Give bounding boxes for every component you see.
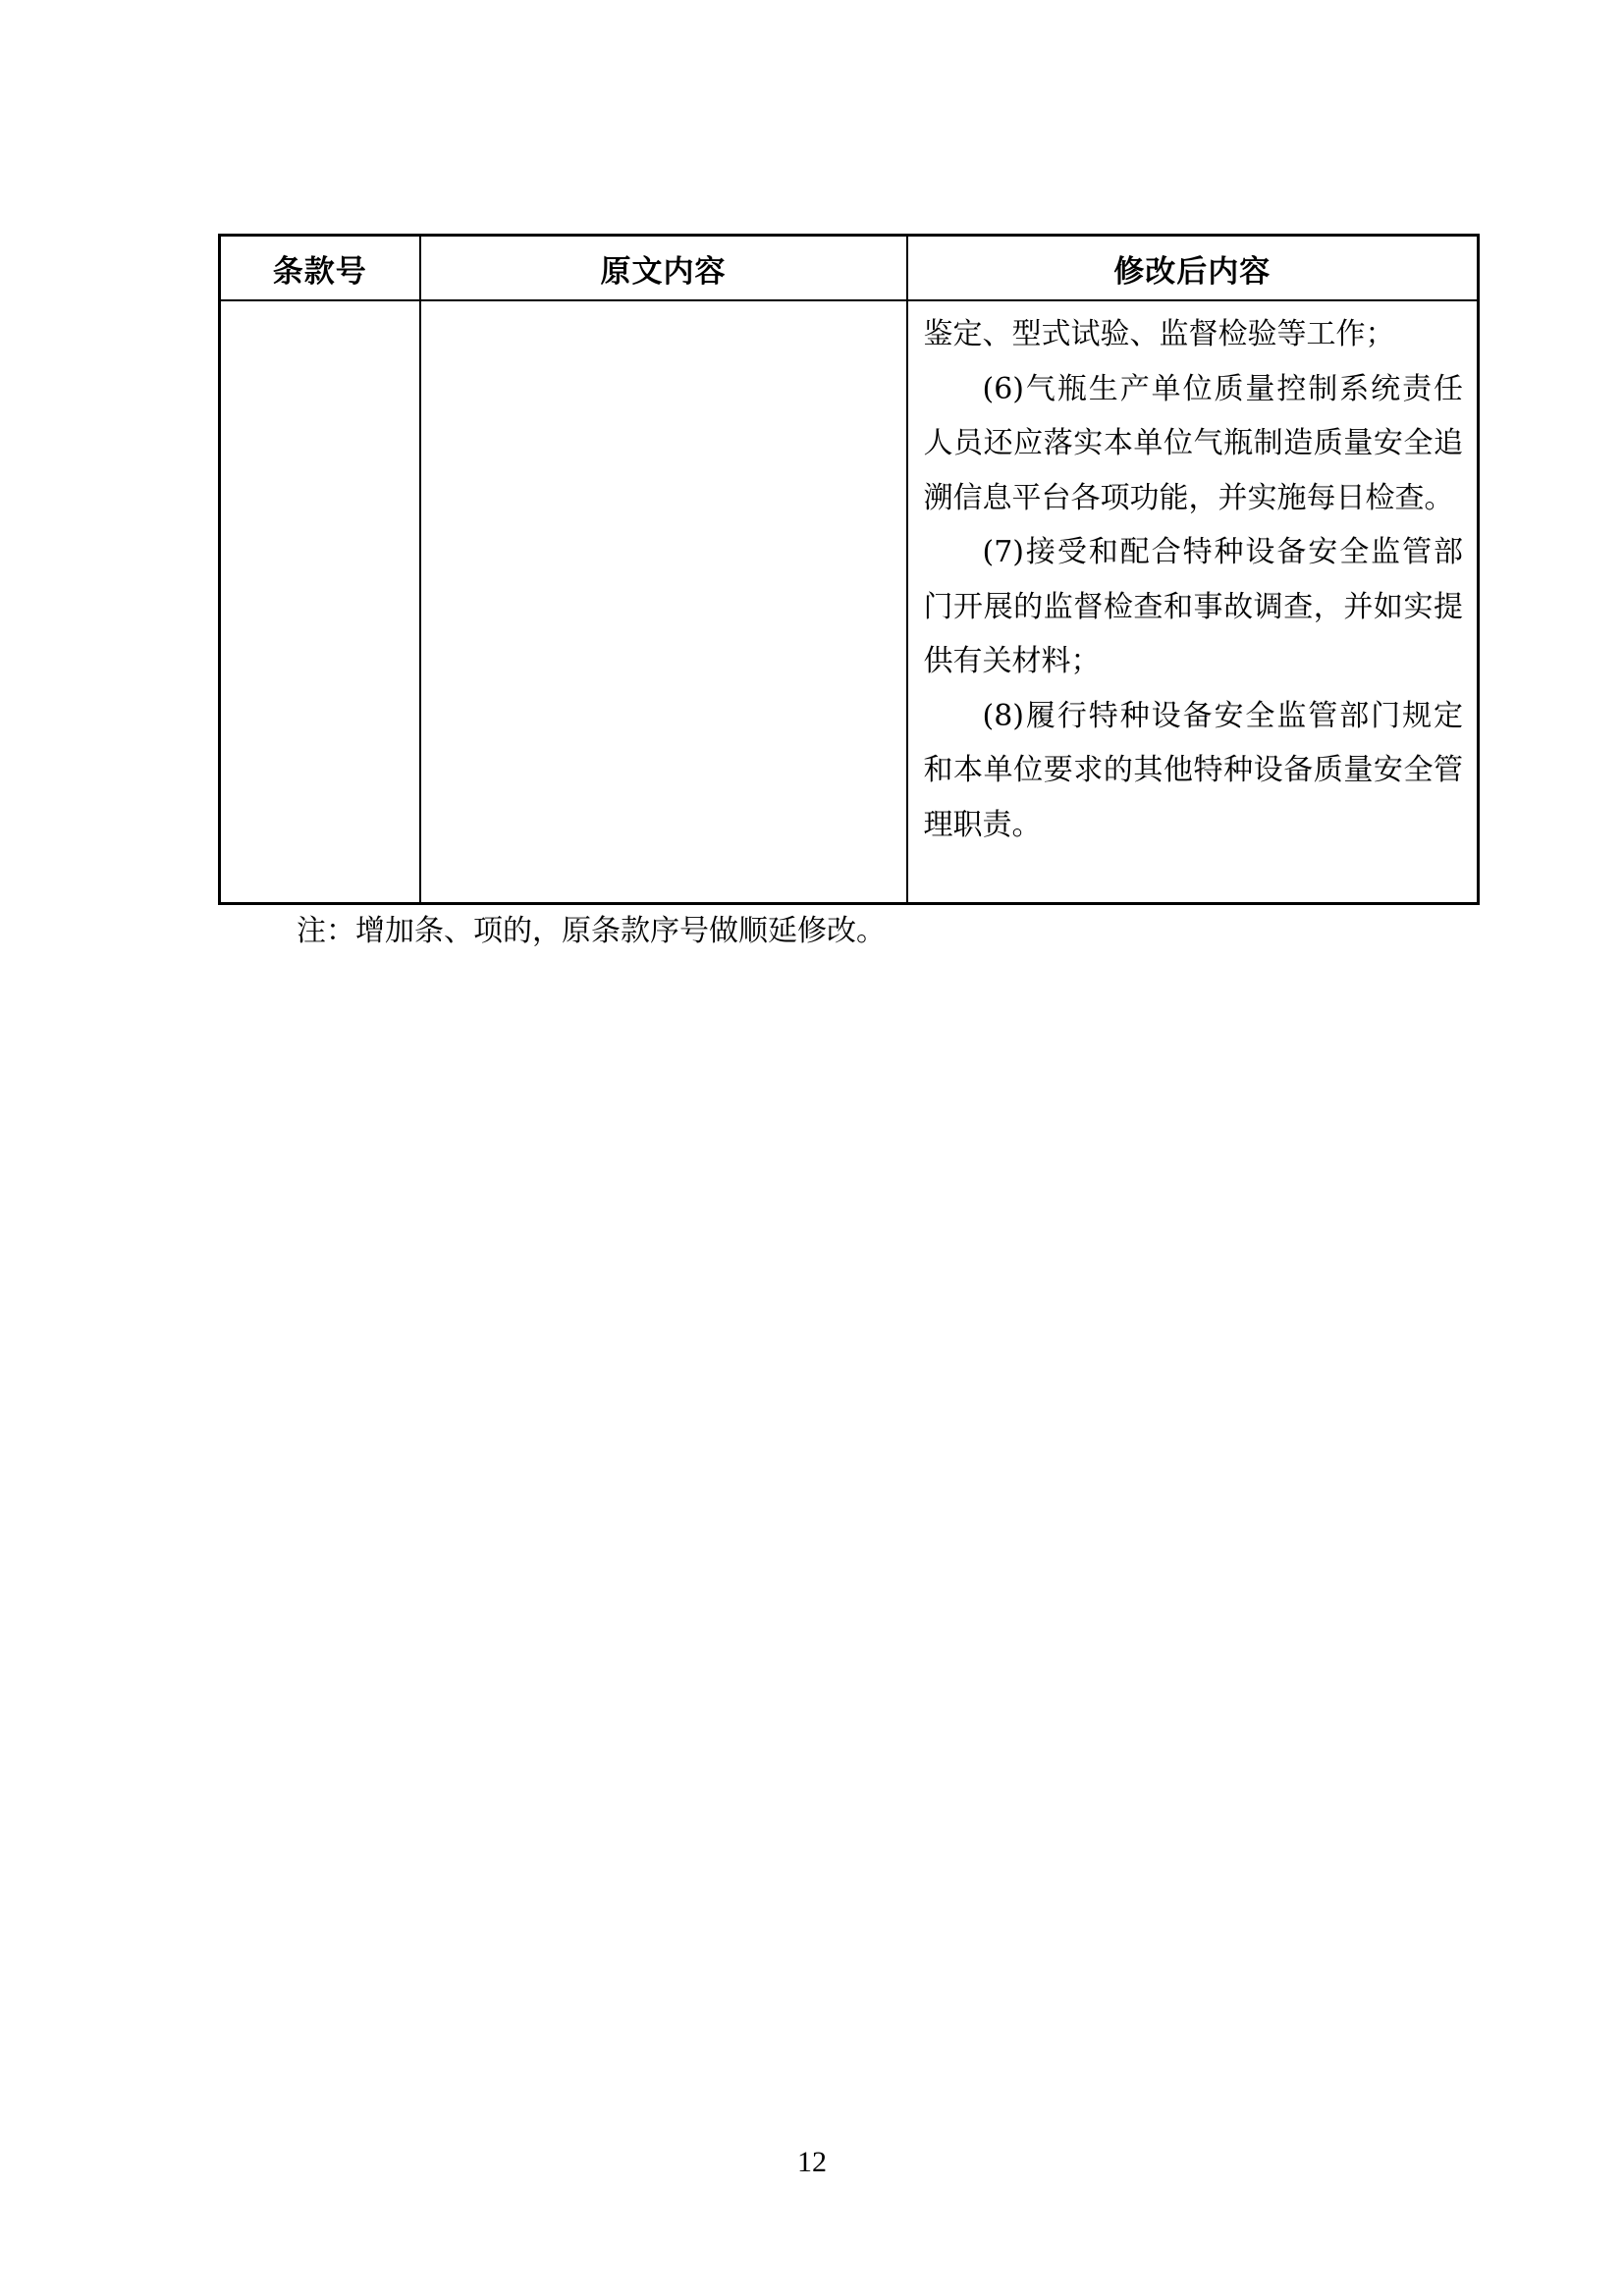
- amendment-table: [218, 234, 1480, 905]
- revised-paragraph: (7)接受和配合特种设备安全监管部门开展的监督检查和事故调查，并如实提供有关材料；: [923, 535, 1463, 678]
- clause-number-cell: [220, 300, 420, 904]
- table-header-row: [220, 236, 1479, 301]
- revised-paragraph: (6)气瓶生产单位质量控制系统责任人员还应落实本单位气瓶制造质量安全追溯信息平台各项功能，并实施每日检查。: [923, 371, 1463, 515]
- table-row: [220, 300, 1479, 904]
- revised-paragraph: 鉴定、型式试验、监督检验等工作；: [923, 317, 1395, 351]
- header-original-content: 原文内容: [420, 236, 907, 301]
- original-content-cell: [420, 300, 907, 904]
- header-revised-content: 修改后内容: [907, 236, 1479, 301]
- revised-paragraph: (8)履行特种设备安全监管部门规定和本单位要求的其他特种设备质量安全管理职责。: [923, 698, 1463, 842]
- table-note: 注：增加条、项的，原条款序号做顺延修改。: [297, 914, 886, 948]
- header-clause-number: 条款号: [220, 236, 420, 301]
- page-number: 12: [797, 2146, 827, 2178]
- revised-content-cell: [907, 300, 1479, 904]
